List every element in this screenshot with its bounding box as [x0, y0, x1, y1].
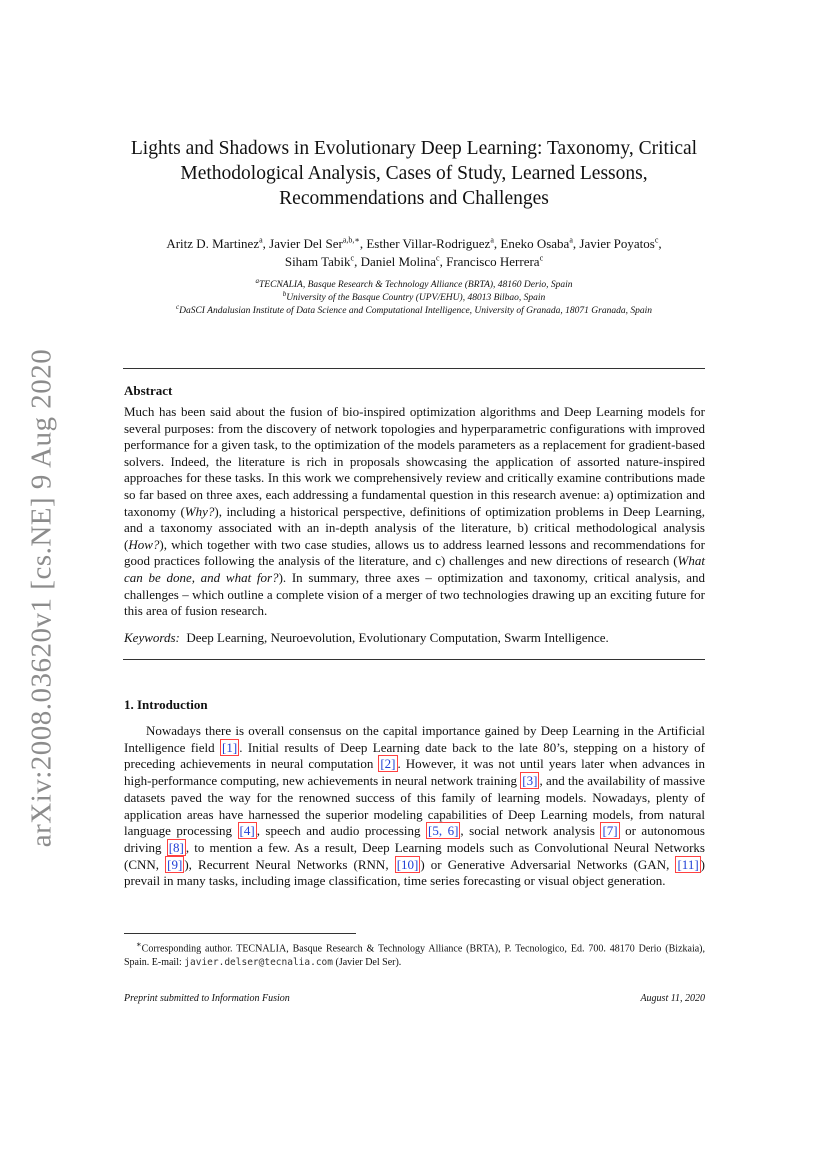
- keywords: [124, 630, 705, 646]
- citation-link[interactable]: [9]: [167, 856, 183, 872]
- affiliation: $^b$University of the Basque Country (UPV/EHU), 48013 Bilbao, Spain: [282, 289, 546, 303]
- abstract-heading: Abstract: [124, 383, 173, 398]
- footer-journal: Preprint submitted to Information Fusion: [124, 993, 290, 1004]
- abstract-top-rule: [123, 368, 705, 369]
- affiliation: $^a$TECNALIA, Basque Research & Technology Alliance (BRTA), 48160 Derio, Spain: [255, 276, 573, 290]
- title-line: Recommendations and Challenges: [279, 188, 549, 209]
- arxiv-identifier-stamp: arXiv:2008.03620v1 [cs.NE] 9 Aug 2020: [25, 348, 58, 848]
- citation-link[interactable]: [4]: [239, 823, 255, 839]
- title-line: Lights and Shadows in Evolutionary Deep Learning: Taxonomy, Critical: [130, 138, 698, 159]
- author: Francisco Herrera$^c$: [446, 253, 544, 269]
- author: Eneko Osaba$^a$,: [500, 235, 580, 251]
- citation-link[interactable]: [2]: [380, 756, 396, 772]
- citation-link[interactable]: [11]: [677, 856, 699, 872]
- citation-link[interactable]: [3]: [522, 773, 538, 789]
- footer-date: August 11, 2020: [640, 993, 705, 1004]
- citation-link[interactable]: [7]: [602, 823, 618, 839]
- citation-link[interactable]: [10]: [396, 856, 419, 872]
- title-line: Methodological Analysis, Cases of Study, Learned Lessons,: [180, 163, 648, 184]
- keywords-label: Keywords:: [124, 630, 180, 645]
- citation-link[interactable]: [8]: [168, 839, 184, 855]
- author: Daniel Molina$^c$,: [360, 253, 447, 269]
- introduction-paragraph: Nowadays there is overall consensus on the capital importance gained by Deep Learning in the Artificial Intelligence field [1] . Initial results of Deep Learning date back to the late 80’s, stepping on a history of preceding achievements in neural computation [2] . However, it was not until years later when advances in high-performance computing, new achievements in neural network training [3] , and the availability of massive datasets paved the way for the renowned success of this family of learning models. Nowadays, plenty of application areas have harnessed the superior modeling capabilities of Deep Learning models, from natural language processing [4] , speech and audio processing [5, 6] , social network analysis [7] or autonomous driving [8] , to mention a few. As a result, Deep Learning models such as Convolutional Neural Networks (CNN, [9] ), Recurrent Neural Networks (RNN, [10] ) or Generative Adversarial Networks (GAN, [11] ) prevail in many tasks, including image classification, time series forecasting or visual object generation.: [124, 723, 705, 889]
- email-address: javier.delser@tecnalia.com: [184, 956, 333, 968]
- author: Aritz D. Martinez$^a$,: [166, 235, 270, 251]
- keywords-text: Deep Learning, Neuroevolution, Evolutionary Computation, Swarm Intelligence.: [186, 630, 609, 645]
- author: Siham Tabik$^c$,: [284, 253, 361, 269]
- author: Javier Poyatos$^c$,: [579, 235, 662, 251]
- author: Esther Villar-Rodriguez$^a$,: [366, 235, 501, 251]
- section-heading-introduction: 1. Introduction: [124, 697, 208, 712]
- affiliation: $^c$DaSCI Andalusian Institute of Data Science and Computational Intelligence, University of Granada, 18071 Granada, Spain: [175, 302, 653, 316]
- citation-link[interactable]: [5, 6]: [428, 823, 459, 839]
- affiliation-list: [100, 276, 728, 318]
- author: Javier Del Ser$^{a,b,∗}$,: [269, 235, 367, 251]
- paper-title: [100, 136, 728, 211]
- citation-link[interactable]: [1]: [222, 739, 238, 755]
- abstract-bottom-rule: [123, 659, 705, 660]
- author-list: [100, 235, 728, 271]
- abstract-text: Much has been said about the fusion of bio-inspired optimization algorithms and Deep Learning models for several purposes: from the discovery of network topologies and hyperparametric configurations with improved performance for a given task, to the optimization of the models parameters as a replacement for gradient-based solvers. Indeed, the literature is rich in proposals showcasing the application of assorted nature-inspired approaches for these tasks. In this work we comprehensively review and critically examine contributions made so far based on three axes, each addressing a fundamental question in this research avenue: a) optimization and taxonomy (Why?), including a historical perspective, definitions of optimization problems in Deep Learning, and a taxonomy associated with an in-depth analysis of the literature, b) critical methodological analysis (How?), which together with two case studies, allows us to address learned lessons and recommendations for good practices following the analysis of the literature, and c) challenges and new directions of research (What can be done, and what for?). In summary, three axes – optimization and taxonomy, critical analysis, and challenges – which outline a complete vision of a merger of two technologies drawing up an exciting future for this area of fusion research.: [124, 404, 706, 619]
- footnote: ∗Corresponding author. TECNALIA, Basque Research & Technology Alliance (BRTA), P. Tecnologico, Ed. 700. 48170 Derio (Bizkaia), Spain. E-mail: javier.delser@tecnalia.com (Javier Del Ser).: [124, 940, 705, 968]
- footnote-rule: [124, 933, 356, 934]
